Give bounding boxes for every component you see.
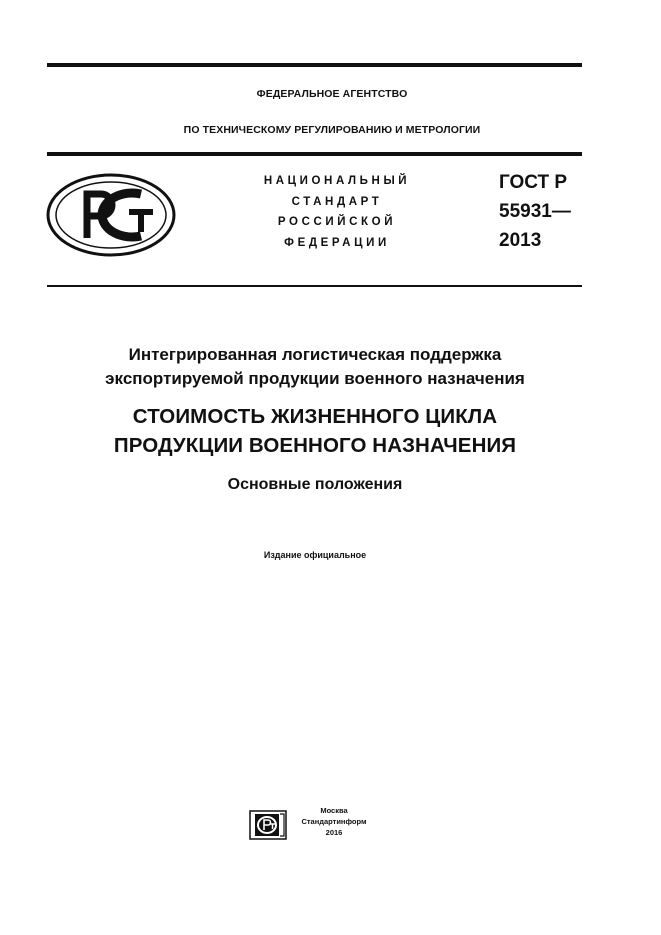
rst-gost-logo — [45, 172, 177, 258]
gost-designation — [499, 168, 571, 255]
document-title — [0, 402, 630, 460]
title-line-2: ПРОДУКЦИИ ВОЕННОГО НАЗНАЧЕНИЯ — [113, 434, 517, 457]
title-line-1: СТОИМОСТЬ ЖИЗНЕННОГО ЦИКЛА — [132, 405, 498, 428]
subject-line-1: Интегрированная логистическая поддержка — [128, 345, 502, 364]
agency-line-2: ПО ТЕХНИЧЕСКОМУ РЕГУЛИРОВАНИЮ И МЕТРОЛОГИИ — [183, 124, 481, 136]
gost-label: ГОСТ Р — [499, 172, 568, 193]
publisher-imprint — [296, 805, 372, 838]
national-standard-label — [237, 171, 437, 253]
gost-year: 2013 — [499, 230, 542, 251]
edition-label: Издание официальное — [263, 550, 367, 560]
national-line-1: НАЦИОНАЛЬНЫЙ — [263, 175, 411, 187]
publisher-city: Москва — [320, 806, 348, 815]
standartinform-logo — [249, 810, 287, 840]
subject-line-2: экспортируемой продукции военного назначения — [105, 369, 525, 388]
top-rule — [47, 63, 582, 67]
gost-number: 55931— — [499, 201, 571, 222]
document-subtitle: Основные положения — [227, 476, 403, 493]
national-line-3: РОССИЙСКОЙ — [277, 216, 397, 228]
national-line-4: ФЕДЕРАЦИИ — [284, 236, 390, 249]
middle-rule — [47, 152, 582, 156]
national-line-2: СТАНДАРТ — [291, 195, 383, 208]
publisher-year: 2016 — [325, 828, 343, 837]
lower-rule — [47, 285, 582, 287]
publisher-name: Стандартинформ — [301, 817, 367, 826]
document-subject — [0, 343, 630, 391]
agency-line-1: ФЕДЕРАЛЬНОЕ АГЕНТСТВО — [256, 88, 408, 100]
